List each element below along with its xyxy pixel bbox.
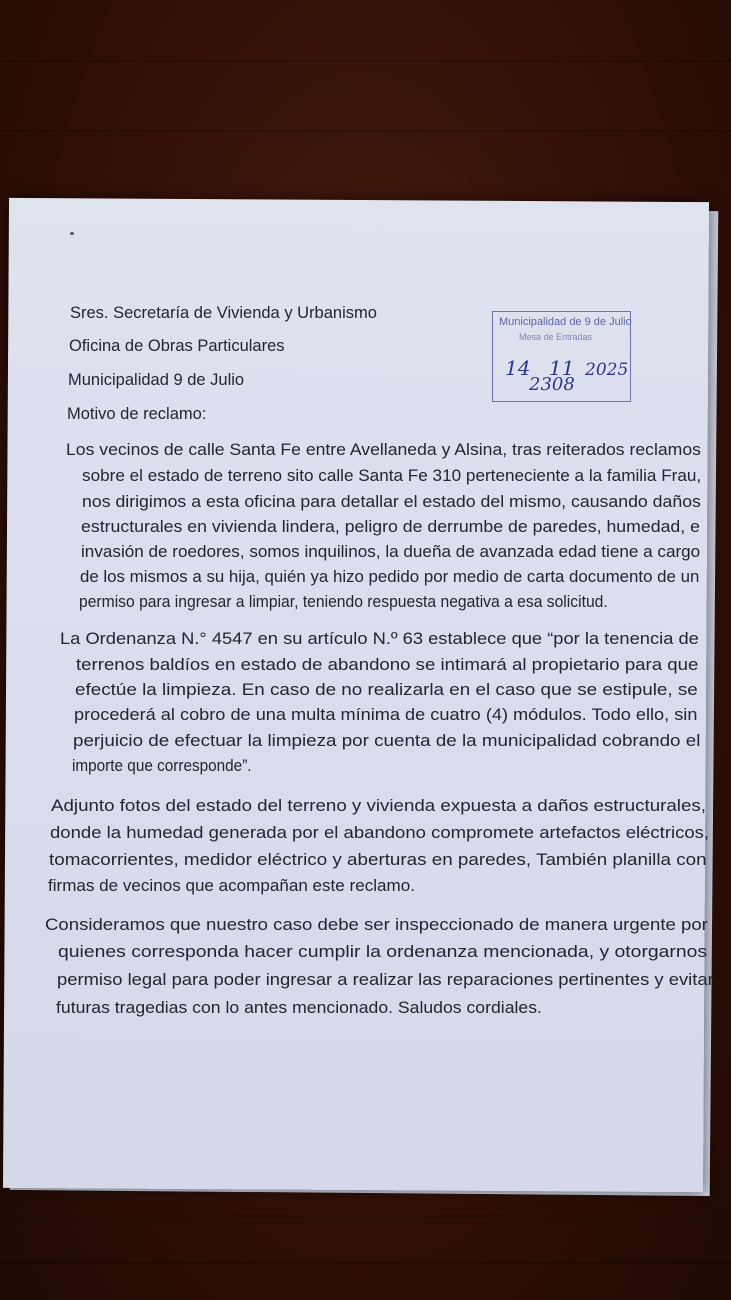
paragraph-2-line: La Ordenanza N.° 4547 en su artículo N.º 63 establece que “por la tenencia de: [60, 630, 699, 648]
paragraph-3-line: Adjunto fotos del estado del terreno y vivienda expuesta a daños estructurales,: [51, 797, 706, 815]
paragraph-1-line: Los vecinos de calle Santa Fe entre Avellaneda y Alsina, tras reiterados reclamos: [66, 441, 701, 459]
paragraph-3-line: firmas de vecinos que acompañan este reclamo.: [48, 877, 415, 895]
reception-stamp: [492, 311, 631, 402]
paragraph-3-line: donde la humedad generada por el abandono compromete artefactos eléctricos,: [50, 824, 710, 842]
stamp-date-year: 2025: [585, 360, 629, 380]
recipient-municipalidad: Municipalidad 9 de Julio: [68, 371, 245, 389]
paragraph-1-line: sobre el estado de terreno sito calle Santa Fe 310 perteneciente a la familia Frau,: [82, 467, 702, 485]
paragraph-3-line: tomacorrientes, medidor eléctrico y aberturas en paredes, También planilla con: [49, 851, 707, 869]
paragraph-1-line: invasión de roedores, somos inquilinos, la dueña de avanzada edad tiene a cargo: [81, 543, 701, 561]
paragraph-2-line: importe que corresponde”.: [72, 757, 252, 775]
stamp-date-month: 11: [549, 356, 575, 380]
recipient-oficina: Oficina de Obras Particulares: [69, 337, 285, 355]
paper-speck: [70, 232, 74, 235]
paragraph-4-line: futuras tragedias con lo antes mencionado. Saludos cordiales.: [56, 999, 542, 1017]
paragraph-2-line: efectúe la limpieza. En caso de no realizarla en el caso que se estipule, se: [75, 681, 698, 699]
paragraph-1-line: nos dirigimos a esta oficina para detallar el estado del mismo, causando daños: [82, 493, 701, 511]
paragraph-1-line: estructurales en vivienda lindera, peligro de derrumbe de paredes, humedad, e: [81, 518, 700, 536]
paragraph-1-line: permiso para ingresar a limpiar, teniendo respuesta negativa a esa solicitud.: [79, 593, 608, 611]
stamp-entry-number: 2308: [529, 374, 575, 395]
paragraph-2-line: procederá al cobro de una multa mínima de cuatro (4) módulos. Todo ello, sin: [74, 706, 698, 724]
paragraph-1-line: de los mismos a su hija, quién ya hizo pedido por medio de carta documento de un: [80, 568, 700, 586]
paragraph-4-line: quienes corresponda hacer cumplir la ordenanza mencionada, y otorgarnos: [58, 943, 708, 961]
paragraph-2-line: perjuicio de efectuar la limpieza por cuenta de la municipalidad cobrando el: [73, 732, 701, 750]
stamp-date-day: 14: [505, 356, 531, 380]
recipient-secretaria: Sres. Secretaría de Vivienda y Urbanismo: [70, 304, 377, 322]
stamp-institution: Municipalidad de 9 de Julio: [499, 316, 632, 328]
stamp-office: Mesa de Entradas: [519, 332, 593, 342]
subject-line: Motivo de reclamo:: [67, 405, 207, 423]
paragraph-2-line: terrenos baldíos en estado de abandono se intimará al propietario para que: [76, 656, 699, 674]
paragraph-4-line: permiso legal para poder ingresar a realizar las reparaciones pertinentes y evitar: [57, 971, 714, 989]
paragraph-4-line: Consideramos que nuestro caso debe ser inspeccionado de manera urgente por: [45, 916, 708, 934]
